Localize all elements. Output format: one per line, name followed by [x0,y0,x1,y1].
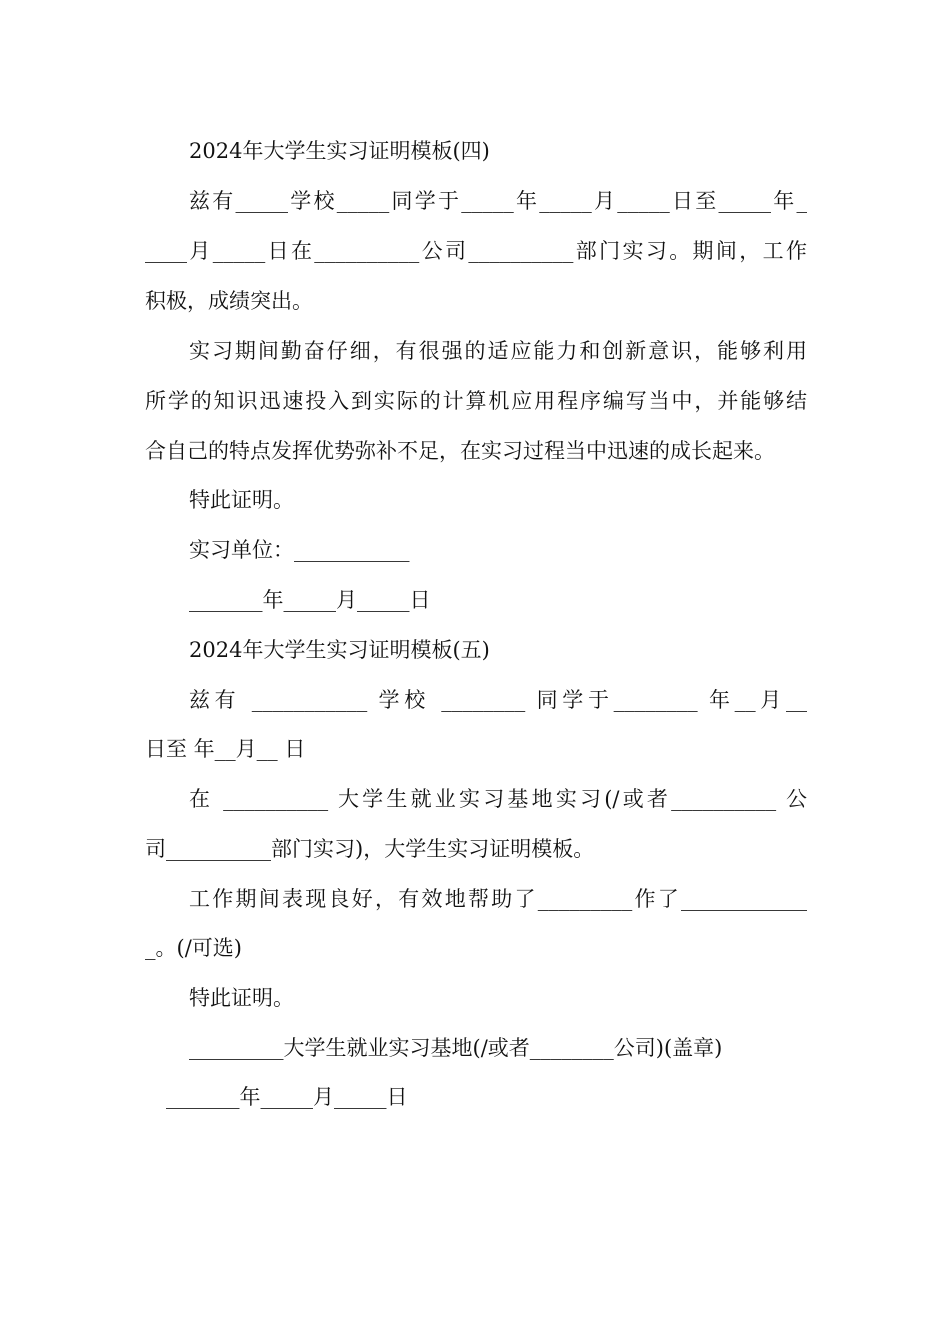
section5-para3-line1: 工作期间表现良好，有效地帮助了_________作了____________ [189,887,807,911]
section5-para2-line2: 司__________部门实习)，大学生实习证明模板。 [145,837,595,861]
section5-closing: 特此证明。 [189,986,294,1010]
section4-closing: 特此证明。 [189,488,294,512]
section5-stamp-line: _________大学生就业实习基地(/或者________公司)(盖章) [189,1036,723,1060]
section5-para1-line1: 兹有 ___________ 学校 ________ 同学于________ 年__月__ [189,688,807,712]
section4-para2-line1: 实习期间勤奋仔细，有很强的适应能力和创新意识，能够利用 [189,339,807,363]
section4-para2-line2: 所学的知识迅速投入到实际的计算机应用程序编写当中，并能够结 [145,389,807,413]
section4-para1-line2: ____月_____日在__________公司__________部门实习。期间，工作 [145,239,807,263]
section4-internship-unit: 实习单位：___________ [189,538,410,562]
section5-title: 2024年大学生实习证明模板(五) [189,638,490,662]
section5-para3-line2: _。(/可选) [145,936,242,960]
section5-para2-line1: 在 __________ 大学生就业实习基地实习(/或者__________ 公 [189,787,807,811]
section4-title: 2024年大学生实习证明模板(四) [189,139,490,163]
section5-para1-line2: 日至 年__月__ 日 [145,737,306,761]
section4-date-line: _______年_____月_____日 [189,588,431,612]
section4-para2-line3: 合自己的特点发挥优势弥补不足，在实习过程当中迅速的成长起来。 [145,439,775,463]
section5-date-line: _______年_____月_____日 [166,1085,408,1109]
section4-para1-line3: 积极，成绩突出。 [145,289,313,313]
section4-para1-line1: 兹有_____学校_____同学于_____年_____月_____日至_____年_ [189,189,807,213]
